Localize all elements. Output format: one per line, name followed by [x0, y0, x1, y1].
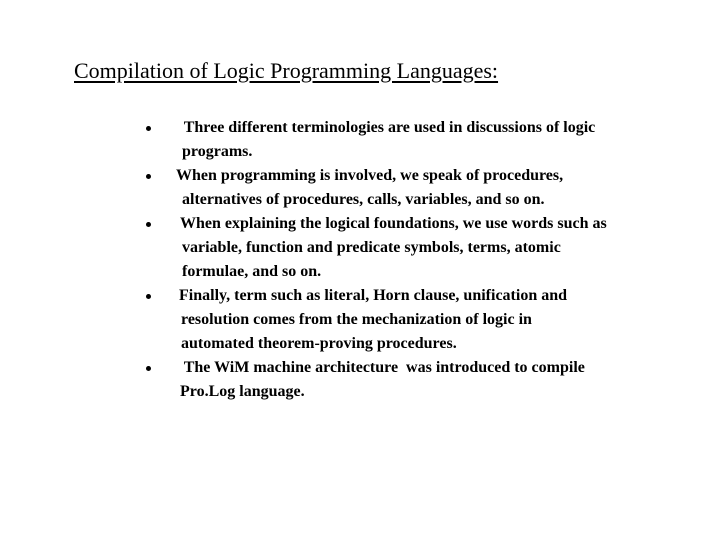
bullet-text-line: When programming is involved, we speak of procedures,: [176, 167, 564, 184]
bullet-text-line: When explaining the logical foundations, we use words such as: [180, 215, 607, 232]
bullet-item-terminologies: [140, 116, 716, 164]
bullet-item-programming: [140, 164, 716, 212]
bullet-dot-icon: [146, 222, 151, 227]
bullet-dot-icon: [146, 174, 151, 179]
bullet-text-line: resolution comes from the mechanization of logic in: [181, 311, 532, 328]
bullet-text-line: Pro.Log language.: [180, 383, 305, 400]
bullet-dot-icon: [146, 126, 151, 131]
bullet-dot-icon: [146, 366, 151, 371]
slide-title: Compilation of Logic Programming Languages:: [74, 58, 499, 83]
bullet-text-line: Finally, term such as literal, Horn clause, unification and: [179, 287, 568, 304]
bullet-item-logical-foundations: [140, 212, 716, 284]
bullet-text-line: programs.: [182, 143, 253, 160]
bullet-text-line: alternatives of procedures, calls, variables, and so on.: [182, 191, 545, 208]
bullet-text-line: formulae, and so on.: [182, 263, 322, 280]
bullet-list: [140, 116, 716, 404]
bullet-text-line: variable, function and predicate symbols, terms, atomic: [182, 239, 561, 256]
bullet-text-line: automated theorem-proving procedures.: [181, 335, 457, 352]
bullet-text-line: Three different terminologies are used in discussions of logic: [180, 119, 596, 136]
bullet-item-mechanization: [140, 284, 716, 356]
bullet-text-line: The WiM machine architecture was introduced to compile: [180, 359, 585, 376]
bullet-item-wim-machine: [140, 356, 716, 404]
bullet-dot-icon: [146, 294, 151, 299]
